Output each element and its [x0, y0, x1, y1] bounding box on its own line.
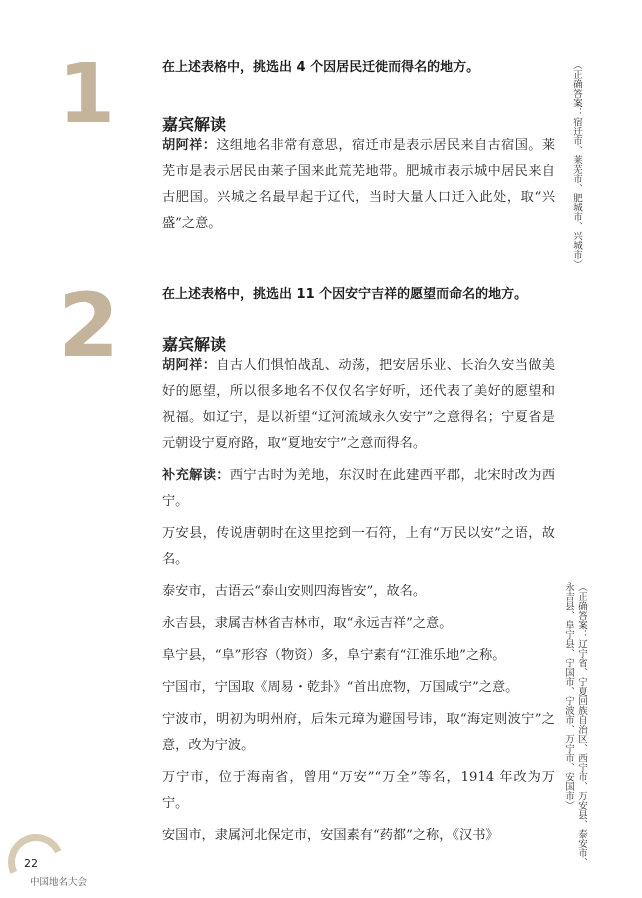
answer-1: （正确答案：宿迁市、莱芜市、肥城市、兴城市） [571, 60, 582, 269]
paragraph: 万宁市，位于海南省，曾用“万安”“万全”等名，1914 年改为万宁。 [162, 770, 555, 811]
paragraph: 宁波市，明初为明州府，后朱元璋为避国号讳，取“海定则波宁”之意，改为宁波。 [162, 712, 555, 753]
commentary-1 [162, 133, 555, 243]
paragraph: 安国市，隶属河北保定市，安国素有“药都”之称，《汉书》 [162, 828, 499, 843]
supplement-label: 补充解读： [162, 468, 230, 483]
heading-2: 嘉宾解读 [162, 335, 227, 354]
paragraph: 宁国市，宁国取《周易・乾卦》“首出庶物，万国咸宁”之意。 [162, 680, 519, 695]
section-number-1: 1 [58, 47, 116, 142]
supplement-text: 西宁古时为羌地，东汉时在此建西平郡，北宋时改为西宁。 [162, 468, 556, 509]
publication-name: 中国地名大会 [30, 877, 88, 888]
question-2: 在上述表格中，挑选出 11 个因安宁吉祥的愿望而命名的地方。 [162, 287, 528, 302]
paragraph: 阜宁县，“阜”形容（物资）多，阜宁素有“江淮乐地”之称。 [162, 648, 506, 663]
commentary-text: 这组地名非常有意思，宿迁市是表示居民来自古宿国。莱芜市是表示居民由莱子国来此荒芜地带。肥城市表示城中居民来自古肥国。兴城之名最早起于辽代，当时大量人口迁入此处，取“兴盛”之意。 [162, 138, 556, 231]
question-1: 在上述表格中，挑选出 4 个因居民迁徙而得名的地方。 [162, 60, 480, 75]
heading-1: 嘉宾解读 [162, 115, 227, 134]
commentary-2 [162, 353, 555, 855]
page-number: 22 [24, 857, 38, 870]
paragraph: 万安县，传说唐朝时在这里挖到一石符，上有“万民以安”之语，故名。 [162, 526, 555, 567]
commentary-text: 自古人们惧怕战乱、动荡，把安居乐业、长治久安当做美好的愿望，所以很多地名不仅仅名字好听，还代表了美好的愿望和祝福。如辽宁，是以祈望“辽河流域永久安宁”之意得名；宁夏省是元朝设宁夏府路，取“夏地安宁”之意而得名。 [162, 358, 556, 451]
paragraph: 永吉县，隶属吉林省吉林市，取“永远吉祥”之意。 [162, 616, 453, 631]
answer-2: （正确答案：辽宁省、宁夏回族自治区、西宁市、万安县、泰安市、永吉县、阜宁县、宁国市、宁波市、万宁市、安国市） [563, 582, 587, 867]
speaker-label: 胡阿祥： [162, 138, 217, 153]
speaker-label: 胡阿祥： [162, 358, 217, 373]
paragraph: 泰安市，古语云“泰山安则四海皆安”，故名。 [162, 584, 427, 599]
section-number-2: 2 [58, 274, 118, 377]
